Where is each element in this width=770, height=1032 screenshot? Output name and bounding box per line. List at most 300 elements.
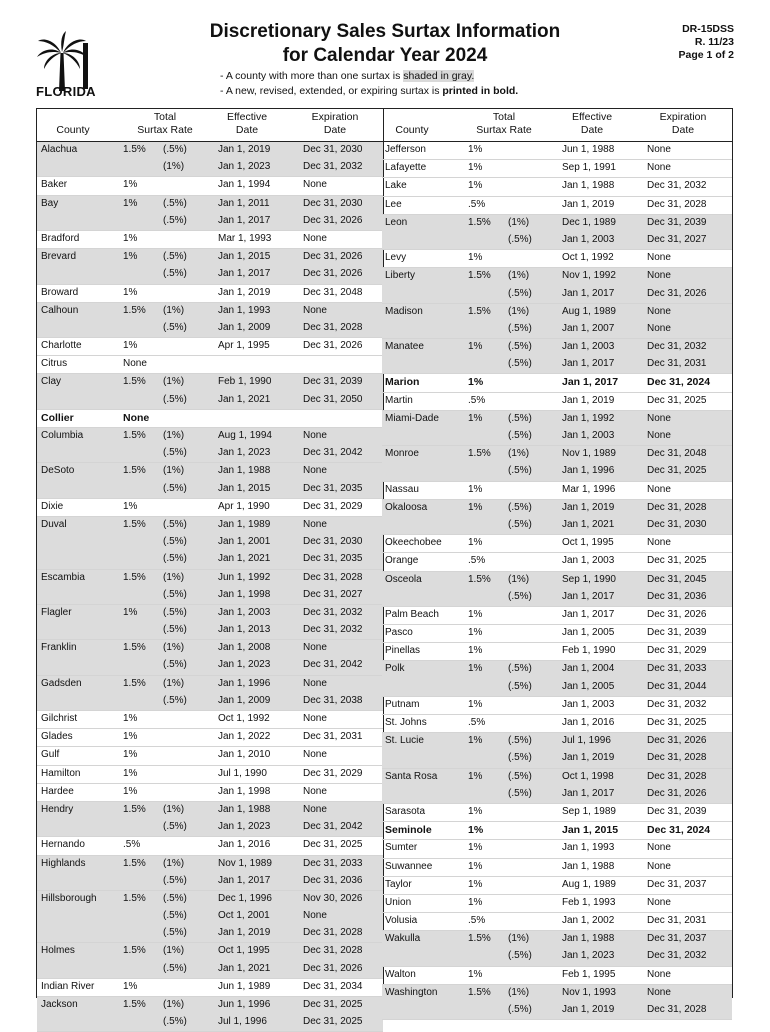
table-row: [37, 463, 383, 480]
cell-effective: Jan 1, 2022: [218, 731, 271, 743]
cell-component: (1%): [163, 465, 185, 477]
cell-effective: Jan 1, 2003: [562, 698, 615, 710]
cell-expiration: None: [303, 518, 327, 530]
cell-component: (.5%): [163, 910, 187, 922]
county-group: [37, 729, 383, 747]
cell-county: Clay: [41, 376, 62, 388]
cell-total: 1%: [468, 144, 483, 155]
cell-total: 1%: [123, 731, 138, 743]
cell-county: Lafayette: [385, 162, 427, 174]
cell-expiration: None: [647, 842, 671, 854]
cell-effective: Jan 1, 2002: [562, 915, 615, 927]
cell-component: (.5%): [163, 268, 187, 280]
cell-component: (1%): [163, 945, 185, 957]
cell-effective: Jan 1, 2019: [562, 752, 615, 764]
cell-total: 1%: [468, 698, 483, 710]
table-row: [37, 570, 383, 587]
cell-county: Putnam: [385, 698, 420, 710]
county-group: [37, 231, 383, 249]
surtax-table-right: [382, 108, 733, 1015]
county-group: [382, 339, 732, 374]
table-row: [382, 178, 732, 195]
table-row: [37, 587, 383, 604]
cell-component: (.5%): [163, 624, 187, 636]
cell-county: Columbia: [41, 430, 84, 441]
cell-expiration: Dec 31, 2034: [303, 980, 363, 992]
page-number: Page 1 of 2: [678, 49, 734, 61]
cell-component: (.5%): [163, 892, 187, 904]
county-group: [37, 891, 383, 944]
table-row: [382, 535, 732, 552]
cell-county: Sumter: [385, 842, 418, 854]
cell-component: (.5%): [163, 962, 187, 974]
table-row: [37, 266, 383, 283]
county-group: [382, 393, 732, 411]
cell-county: Walton: [385, 968, 416, 980]
cell-expiration: None: [303, 179, 327, 191]
cell-component: (1%): [508, 986, 530, 998]
county-group: [382, 304, 732, 339]
cell-component: (.5%): [508, 735, 532, 747]
cell-expiration: Dec 31, 2026: [647, 608, 707, 620]
cell-effective: Jan 1, 2009: [218, 694, 271, 706]
table-row: [382, 913, 732, 930]
county-group: [382, 895, 732, 913]
cell-effective: Jan 1, 2017: [562, 787, 615, 799]
cell-component: (1%): [508, 216, 530, 228]
cell-component: (.5%): [163, 214, 187, 226]
table-row: [37, 819, 383, 836]
table-row: [382, 428, 732, 445]
cell-effective: Mar 1, 1996: [562, 483, 616, 495]
cell-component: (.5%): [163, 606, 187, 618]
table-row: [37, 979, 383, 996]
cell-expiration: None: [647, 537, 671, 549]
cell-expiration: Dec 31, 2025: [647, 465, 707, 477]
cell-effective: Oct 1, 1995: [562, 537, 614, 549]
county-group: [37, 338, 383, 356]
cell-effective: Oct 1, 1992: [218, 713, 270, 724]
county-group: [37, 196, 383, 231]
cell-expiration: Dec 31, 2048: [647, 448, 707, 460]
cell-effective: Nov 1, 1989: [218, 857, 272, 869]
cell-effective: Jul 1, 1996: [218, 1016, 267, 1028]
county-group: [382, 607, 732, 625]
cell-effective: Jan 1, 2019: [218, 927, 271, 939]
cell-total: 1%: [468, 180, 483, 192]
cell-total: 1%: [468, 770, 483, 782]
cell-county: Leon: [385, 216, 408, 228]
col-effective: Effective Date: [571, 111, 613, 136]
cell-total: .5%: [123, 839, 141, 851]
cell-county: Bradford: [41, 232, 80, 244]
cell-total: 1%: [123, 340, 138, 352]
cell-total: 1.5%: [123, 144, 146, 155]
county-group: [382, 877, 732, 895]
cell-effective: Sep 1, 1989: [562, 805, 616, 817]
cell-component: (.5%): [163, 536, 187, 548]
county-group: [37, 766, 383, 784]
cell-effective: Mar 1, 1993: [218, 232, 272, 244]
county-group: [37, 640, 383, 675]
cell-component: (.5%): [163, 447, 187, 459]
title-line-2: for Calendar Year 2024: [282, 45, 488, 66]
cell-county: Broward: [41, 286, 79, 298]
cell-total: 1%: [468, 735, 483, 747]
cell-effective: Jan 1, 1993: [562, 842, 615, 854]
cell-component: (.5%): [508, 341, 532, 353]
cell-expiration: Dec 31, 2025: [303, 1016, 363, 1028]
cell-component: (.5%): [508, 770, 532, 782]
cell-expiration: None: [647, 483, 671, 495]
table-row: [382, 931, 732, 948]
county-group: [382, 160, 732, 178]
cell-expiration: Dec 31, 2032: [647, 698, 707, 710]
cell-total: 1.5%: [123, 430, 146, 441]
table-row: [382, 786, 732, 803]
cell-total: 1%: [468, 824, 484, 837]
cell-county: Miami-Dade: [385, 412, 439, 424]
cell-total: .5%: [468, 717, 486, 728]
cell-expiration: None: [647, 322, 671, 334]
cell-expiration: Dec 31, 2024: [647, 376, 711, 389]
cell-expiration: Dec 31, 2036: [647, 590, 707, 602]
cell-component: (1%): [163, 677, 185, 689]
cell-total: 1.5%: [468, 305, 491, 317]
table-row: [37, 517, 383, 534]
legend: [220, 69, 518, 99]
table-row: [37, 837, 383, 854]
table-row: [37, 856, 383, 873]
county-group: [382, 250, 732, 268]
cell-expiration: Dec 31, 2026: [303, 962, 363, 974]
cell-effective: Jan 1, 2019: [218, 286, 271, 298]
table-row: [37, 249, 383, 266]
cell-expiration: Dec 31, 2027: [647, 233, 707, 245]
cell-expiration: Dec 31, 2029: [647, 645, 707, 657]
table-row: [382, 715, 732, 732]
county-group: [382, 913, 732, 931]
cell-component: (1%): [163, 161, 185, 173]
cell-effective: Jun 1, 1988: [562, 144, 615, 155]
cell-effective: Jan 1, 1989: [218, 518, 271, 530]
cell-total: 1.5%: [123, 677, 146, 689]
cell-expiration: Dec 31, 2028: [303, 945, 363, 957]
table-row: [37, 481, 383, 498]
table-row: [382, 517, 732, 534]
cell-effective: Jan 1, 2015: [562, 824, 619, 837]
title-line-1: Discretionary Sales Surtax Information: [209, 21, 561, 42]
cell-effective: Jan 1, 2004: [562, 663, 615, 675]
col-county: County: [395, 124, 429, 136]
table-row: [37, 766, 383, 783]
cell-effective: Jan 1, 2017: [562, 376, 619, 389]
cell-effective: Jan 1, 2023: [218, 161, 271, 173]
table-row: [382, 840, 732, 857]
cell-total: 1.5%: [123, 892, 146, 904]
cell-expiration: Dec 31, 2026: [303, 214, 363, 226]
table-row: [37, 428, 383, 445]
cell-expiration: None: [303, 910, 327, 922]
cell-total: 1%: [123, 785, 138, 797]
cell-component: (.5%): [508, 430, 532, 441]
county-group: [37, 837, 383, 855]
cell-total: 1%: [468, 627, 483, 639]
cell-component: (1%): [508, 573, 530, 585]
cell-effective: Jan 1, 2001: [218, 536, 271, 548]
legend-line-1: [220, 69, 518, 84]
table-row: [37, 142, 383, 159]
cell-total: 1%: [468, 412, 483, 424]
cell-component: (1%): [163, 571, 185, 583]
cell-component: (1%): [163, 999, 185, 1010]
cell-expiration: None: [647, 896, 671, 908]
cell-county: St. Lucie: [385, 735, 424, 747]
county-group: [382, 178, 732, 196]
county-group: [37, 428, 383, 463]
cell-component: (.5%): [508, 787, 532, 799]
county-group: [382, 553, 732, 571]
cell-total: 1%: [123, 197, 138, 209]
cell-effective: Jan 1, 2016: [562, 717, 615, 728]
county-group: [37, 303, 383, 338]
cell-component: (1%): [163, 803, 185, 815]
county-group: [37, 979, 383, 997]
cell-total: 1%: [468, 341, 483, 353]
cell-effective: Jun 1, 1989: [218, 980, 271, 992]
cell-total: 1.5%: [123, 999, 146, 1010]
cell-component: (1%): [508, 305, 530, 317]
col-expiration: Expiration Date: [659, 111, 707, 136]
cell-expiration: Dec 31, 2028: [647, 198, 707, 210]
cell-expiration: None: [303, 465, 327, 477]
cell-total: 1.5%: [123, 465, 146, 477]
cell-effective: Jan 1, 1988: [562, 933, 615, 945]
cell-effective: Jan 1, 1992: [562, 412, 615, 424]
cell-total: 1.5%: [123, 945, 146, 957]
cell-county: Highlands: [41, 857, 86, 869]
cell-expiration: None: [303, 304, 327, 316]
cell-effective: Jan 1, 2021: [218, 553, 271, 565]
cell-total: 1%: [123, 179, 138, 191]
table-row: [382, 822, 732, 839]
table-row: [382, 215, 732, 232]
cell-component: (.5%): [508, 501, 532, 513]
cell-expiration: Dec 31, 2028: [303, 321, 363, 333]
cell-total: 1.5%: [468, 986, 491, 998]
cell-effective: Nov 1, 1992: [562, 270, 616, 282]
county-group: [37, 410, 383, 428]
cell-expiration: None: [303, 785, 327, 797]
county-group: [382, 967, 732, 985]
cell-effective: Jan 1, 2005: [562, 680, 615, 692]
table-body: [382, 142, 732, 1020]
cell-effective: Jan 1, 2023: [218, 821, 271, 833]
county-group: [37, 784, 383, 802]
cell-component: (1%): [508, 270, 530, 282]
cell-effective: Oct 1, 1995: [218, 945, 270, 957]
cell-total: 1%: [468, 162, 483, 174]
cell-effective: Jan 1, 1988: [562, 180, 615, 192]
county-group: [37, 570, 383, 605]
cell-expiration: Dec 31, 2028: [303, 927, 363, 939]
cell-expiration: None: [303, 803, 327, 815]
county-group: [382, 985, 732, 1020]
cell-expiration: Dec 31, 2038: [303, 694, 363, 706]
cell-expiration: Dec 31, 2036: [303, 874, 363, 886]
cell-expiration: None: [303, 713, 327, 724]
cell-expiration: Dec 31, 2030: [647, 518, 707, 530]
cell-expiration: Dec 31, 2032: [647, 950, 707, 962]
cell-total: 1%: [468, 252, 483, 264]
cell-county: Orange: [385, 555, 419, 567]
cell-total: 1%: [468, 842, 483, 854]
cell-total: 1.5%: [123, 376, 146, 388]
table-row: [382, 572, 732, 589]
cell-component: (.5%): [163, 393, 187, 405]
col-total: Total Surtax Rate: [476, 111, 532, 136]
table-row: [382, 268, 732, 285]
county-group: [382, 625, 732, 643]
cell-county: Gadsden: [41, 677, 82, 689]
cell-expiration: None: [303, 430, 327, 441]
cell-county: Lake: [385, 180, 407, 192]
cell-county: Bay: [41, 197, 59, 209]
cell-effective: Aug 1, 1989: [562, 878, 616, 890]
cell-component: (.5%): [163, 144, 187, 155]
county-group: [382, 733, 732, 768]
cell-effective: Jan 1, 2017: [562, 287, 615, 299]
cell-effective: Jan 1, 2003: [562, 341, 615, 353]
table-row: [382, 374, 732, 391]
cell-county: Palm Beach: [385, 608, 439, 620]
cell-county: Martin: [385, 394, 413, 406]
cell-effective: Jan 1, 2005: [562, 627, 615, 639]
cell-total: 1%: [468, 805, 483, 817]
cell-expiration: Dec 31, 2039: [647, 805, 707, 817]
cell-expiration: Dec 31, 2025: [647, 555, 707, 567]
cell-total: 1.5%: [123, 518, 146, 530]
cell-total: 1%: [468, 537, 483, 549]
cell-expiration: Dec 31, 2045: [647, 573, 707, 585]
cell-effective: Jan 1, 1998: [218, 588, 271, 600]
county-group: [37, 605, 383, 640]
logo-wordmark: FLORIDA: [36, 84, 96, 99]
cell-county: St. Johns: [385, 717, 427, 728]
county-group: [37, 517, 383, 570]
cell-county: Seminole: [385, 824, 432, 837]
county-group: [37, 374, 383, 409]
cell-effective: Jan 1, 2015: [218, 251, 271, 263]
cell-expiration: Dec 31, 2031: [303, 731, 363, 743]
cell-effective: Jan 1, 1996: [562, 465, 615, 477]
county-group: [37, 676, 383, 711]
cell-effective: Jan 1, 2017: [218, 214, 271, 226]
table-row: [37, 303, 383, 320]
table-row: [37, 657, 383, 674]
cell-effective: Nov 1, 1993: [562, 986, 616, 998]
cell-county: Hendry: [41, 803, 74, 815]
table-row: [382, 250, 732, 267]
table-row: [382, 356, 732, 373]
cell-effective: Jan 1, 2017: [562, 590, 615, 602]
cell-county: Collier: [41, 411, 74, 424]
table-header: [37, 109, 383, 142]
cell-county: Glades: [41, 731, 73, 743]
cell-expiration: Dec 31, 2048: [303, 286, 363, 298]
cell-effective: Jan 1, 2019: [218, 144, 271, 155]
cell-expiration: Dec 31, 2035: [303, 553, 363, 565]
cell-expiration: Dec 31, 2027: [303, 588, 363, 600]
cell-component: (1%): [163, 642, 185, 654]
cell-expiration: Dec 31, 2026: [303, 251, 363, 263]
cell-county: Okeechobee: [385, 537, 442, 549]
cell-expiration: Dec 31, 2026: [647, 787, 707, 799]
cell-effective: Aug 1, 1994: [218, 430, 272, 441]
cell-county: Gulf: [41, 749, 60, 761]
cell-total: 1%: [123, 232, 138, 244]
cell-effective: Oct 1, 2001: [218, 910, 270, 922]
county-group: [382, 374, 732, 392]
cell-county: Hardee: [41, 785, 74, 797]
cell-component: (1%): [508, 933, 530, 945]
table-row: [382, 859, 732, 876]
cell-component: (.5%): [163, 927, 187, 939]
table-row: [382, 607, 732, 624]
cell-effective: Jan 1, 2010: [218, 749, 271, 761]
cell-county: Volusia: [385, 915, 418, 927]
county-group: [382, 661, 732, 696]
table-row: [37, 338, 383, 355]
table-row: [37, 873, 383, 890]
cell-component: (.5%): [508, 322, 532, 334]
table-row: [37, 551, 383, 568]
table-row: [382, 142, 732, 159]
table-row: [37, 356, 383, 373]
table-row: [37, 943, 383, 960]
county-group: [382, 197, 732, 215]
cell-total: 1%: [468, 968, 483, 980]
cell-effective: Jan 1, 2008: [218, 642, 271, 654]
cell-county: Taylor: [385, 878, 412, 890]
table-row: [382, 411, 732, 428]
county-group: [382, 268, 732, 303]
table-row: [382, 750, 732, 767]
col-county: County: [56, 124, 90, 136]
cell-effective: Nov 1, 1989: [562, 448, 616, 460]
cell-component: (.5%): [508, 680, 532, 692]
col-expiration: Expiration Date: [311, 111, 359, 136]
table-row: [37, 747, 383, 764]
county-group: [382, 500, 732, 535]
cell-county: Baker: [41, 179, 68, 191]
cell-total: 1.5%: [123, 803, 146, 815]
cell-county: Washington: [385, 986, 438, 998]
cell-expiration: Dec 31, 2026: [303, 340, 363, 352]
cell-effective: Jan 1, 2021: [218, 962, 271, 974]
cell-effective: Jun 1, 1992: [218, 571, 271, 583]
cell-effective: Jan 1, 2003: [218, 606, 271, 618]
cell-county: Union: [385, 896, 412, 908]
cell-county: Flagler: [41, 606, 72, 618]
legend-bold-sample: printed in bold.: [442, 85, 519, 97]
table-row: [37, 891, 383, 908]
cell-effective: Jan 1, 1993: [218, 304, 271, 316]
cell-county: Jefferson: [385, 144, 426, 155]
cell-expiration: Dec 31, 2025: [303, 839, 363, 851]
legend-text: - A new, revised, extended, or expiring surtax is: [220, 85, 443, 97]
table-body: [37, 142, 383, 1032]
